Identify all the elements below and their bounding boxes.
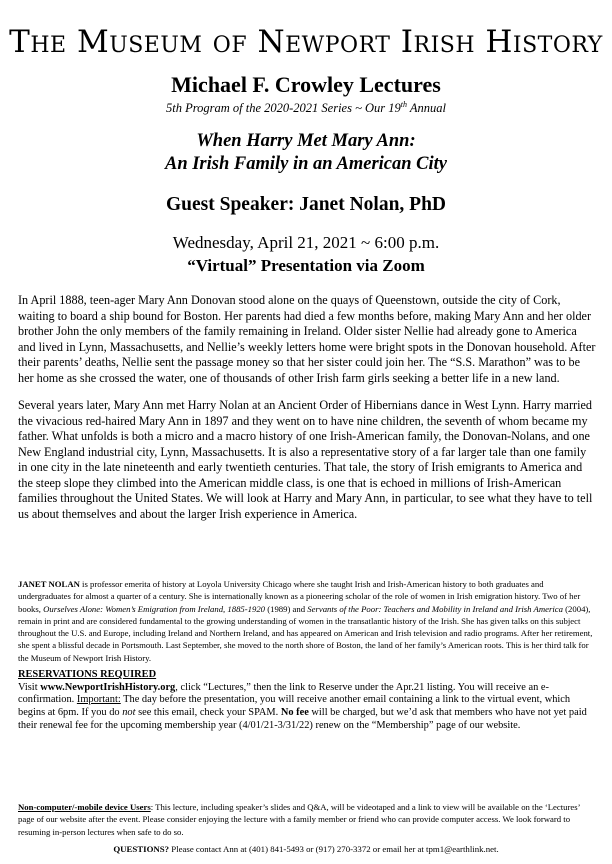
res-no-fee: No fee bbox=[280, 706, 309, 718]
guest-speaker: Guest Speaker: Janet Nolan, PhD bbox=[165, 194, 447, 215]
questions-text: Please contact Ann at (401) 841-5493 or (917) 270-3372 or email her at tpm1@earthlink.net. bbox=[169, 844, 499, 854]
res-not: not bbox=[122, 706, 136, 718]
program-text-b: Annual bbox=[406, 101, 446, 116]
non-computer-label: Non-computer/-mobile device Users bbox=[18, 802, 151, 812]
talk-title-line1: When Harry Met Mary Ann: bbox=[196, 131, 416, 151]
bio-book-2: Servants of the Poor: Teachers and Mobility in Ireland and Irish America bbox=[307, 603, 563, 614]
non-computer-users-note bbox=[18, 801, 598, 838]
questions-label: QUESTIONS? bbox=[113, 844, 170, 854]
questions-contact bbox=[0, 843, 612, 855]
res-text-2: The day before the presentation, you will receive another email containing a link to the virtual event, which begins at 6pm. If you do bbox=[18, 694, 571, 718]
speaker-bio bbox=[18, 578, 598, 664]
res-text-4: will be charged, but we’d ask that members who have not yet paid their renewal fee for the upcoming membership year (4/01/21-3/31/22) renew on the “Membership” page of our website. bbox=[18, 706, 587, 731]
res-text-3: see this email, check your SPAM. bbox=[135, 706, 281, 718]
reservations-heading: RESERVATIONS REQUIRED bbox=[18, 669, 157, 680]
talk-title bbox=[0, 130, 612, 176]
res-important: Important: bbox=[76, 694, 121, 706]
talk-title-line2: An Irish Family in an American City bbox=[164, 154, 448, 174]
event-datetime: Wednesday, April 21, 2021 ~ 6:00 p.m. bbox=[172, 233, 440, 252]
program-text-a: 5th Program of the 2020-2021 Series ~ Our 19 bbox=[165, 101, 401, 116]
reservations-section bbox=[18, 669, 598, 732]
museum-name: The Museum of Newport Irish History bbox=[9, 24, 603, 60]
program-superscript: th bbox=[400, 100, 407, 109]
res-text-1: , click “Lectures,” then the link to Reserve under the Apr.21 listing. You will receive an e-confirmation. bbox=[18, 681, 549, 706]
lecture-series-title: Michael F. Crowley Lectures bbox=[171, 72, 441, 97]
bio-name: JANET NOLAN bbox=[18, 579, 80, 589]
description-paragraph-1: In April 1888, teen-ager Mary Ann Donovan stood alone on the quays of Queenstown, outside the city of Cork, waiting to board a ship bound for Boston. Her parents had died a few months before, making Mary Ann and her older brother John the only members of the family remaining in Ireland. Older sister Nellie had already gone to America and lived in Lynn, Massachusetts, and Nellie’s weekly letters home were bright spots in the Donovan household. After their parents’ deaths, Nellie sent the passage money so that her sister could join her. The “S.S. Marathon” was to be her home as she crossed the water, one of thousands of other Irish farm girls seeking a better life in a new land. bbox=[18, 293, 596, 385]
description-paragraph-2: Several years later, Mary Ann met Harry Nolan at an Ancient Order of Hibernians dance in West Lynn. Harry married the vivacious red-haired Mary Ann in 1897 and they went on to have nine children, the seventh of whom became my father. What unfolds is both a micro and a macro history of one Irish-American family, the Donovan-Nolans, and one New England industrial city, Lynn, Massachusetts. It is also a representative story of a far larger tale than one family in one city in the late nineteenth and early twentieth centuries. That tale, the story of Irish emigrants to America and the steep slope they climbed into the American middle class, is one that is echoed in millions of Irish-American families throughout the United States. We will look at Harry and Mary Ann, in particular, to see what they have to tell us about themselves and about the larger Irish experience in America. bbox=[18, 398, 593, 521]
res-visit: Visit bbox=[18, 681, 41, 693]
reservations-body bbox=[18, 682, 598, 733]
bio-text-3: (2004), remain in print and are considered fundamental to the growing understanding of women in the transatlantic history of the Irish. She has given talks on this subject throughout the U.S. and Europe, including Ireland and Northern Ireland, and has appeared on American and Irish television and radio programs. After her retirement, she spent a blissful decade in Portsmouth. Last September, she moved to the north shore of Boston, the land of her family’s American roots. This is her third talk for the Museum of Newport Irish History. bbox=[18, 603, 593, 663]
bio-text-2: (1989) and bbox=[265, 603, 308, 614]
website-link[interactable]: www.NewportIrishHistory.org bbox=[40, 681, 176, 693]
virtual-presentation: “Virtual” Presentation via Zoom bbox=[187, 256, 425, 275]
non-computer-text: : This lecture, including speaker’s slides and Q&A, will be videotaped and a link to view will be available on the ‘Lectures’ page of our website after the event. Please consider enjoying the lecture with a family member or friend who can provide computer access. We look forward to resuming in-person lectures when safe to do so. bbox=[18, 802, 580, 837]
bio-text-1: is professor emerita of history at Loyola University Chicago where she taught Irish and Irish-American history to both graduates and undergraduates for almost a quarter of a century. She is internationally known as a pioneering scholar of the role of women in Irish emigration history. Two of her books, bbox=[18, 579, 581, 614]
bio-book-1: Ourselves Alone: Women’s Emigration from Ireland, 1885-1920 bbox=[43, 603, 266, 614]
program-subtitle bbox=[0, 97, 612, 116]
